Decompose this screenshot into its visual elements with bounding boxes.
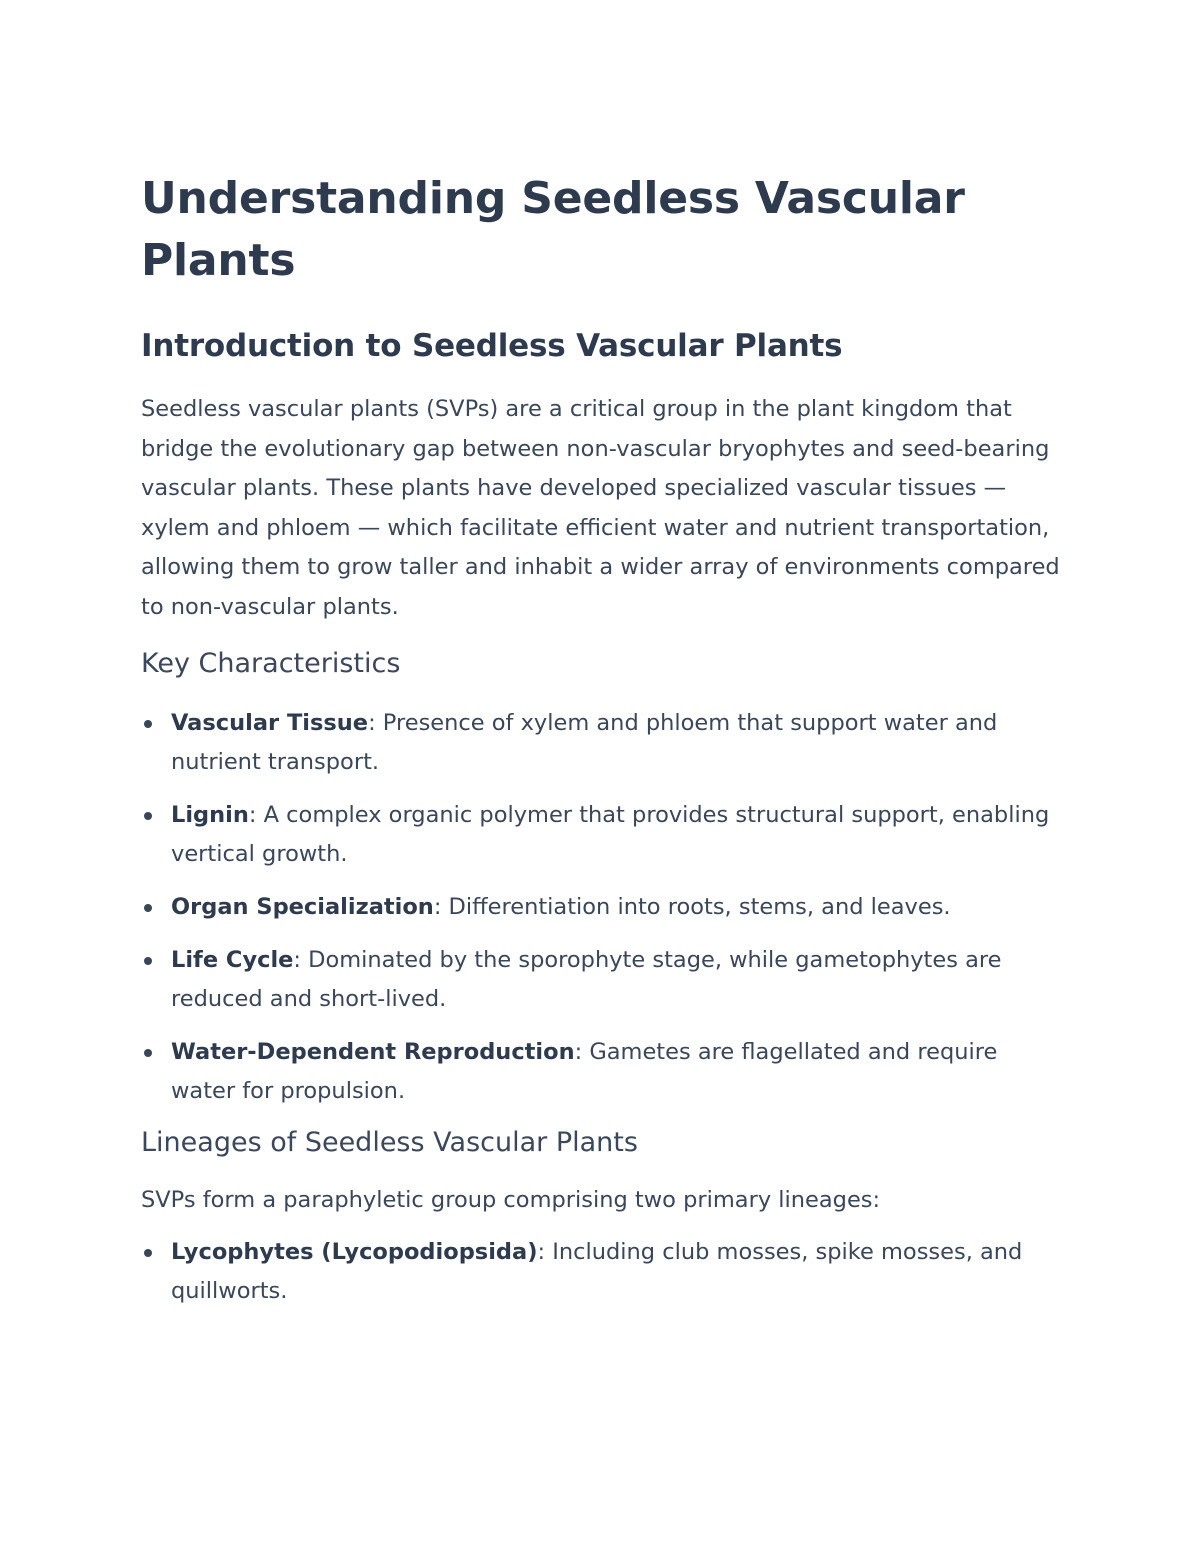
list-item-text: : Presence of xylem and phloem that support water and nutrient transport.	[171, 709, 998, 776]
document-title: Understanding Seedless Vascular Plants	[141, 173, 965, 286]
list-item-term: Water-Dependent Reproduction	[171, 1038, 575, 1065]
bullet-icon	[144, 1049, 152, 1057]
key-characteristics-heading: Key Characteristics	[141, 647, 401, 679]
list-item	[141, 1233, 1066, 1312]
list-item-text: : Dominated by the sporophyte stage, while gametophytes are reduced and short-lived.	[171, 946, 1002, 1013]
bullet-icon	[144, 1249, 152, 1257]
list-item-term: Lignin	[171, 801, 249, 828]
key-characteristics-list	[141, 704, 1066, 1112]
intro-paragraph: Seedless vascular plants (SVPs) are a critical group in the plant kingdom that bridge the evolutionary gap between non-vascular bryophytes and seed-bearing vascular plants. These plants have developed specialized vascular tissues — xylem and phloem — which facilitate efficient water and nutrient transportation, allowing them to grow taller and inhabit a wider array of environments compared to non-vascular plants.	[141, 396, 1060, 620]
list-item-text: : Differentiation into roots, stems, and leaves.	[433, 893, 951, 920]
bullet-icon	[144, 957, 152, 965]
lineages-heading: Lineages of Seedless Vascular Plants	[141, 1126, 638, 1158]
list-item-text: : Gametes are flagellated and require water for propulsion.	[171, 1038, 998, 1105]
bullet-icon	[144, 904, 152, 912]
list-item-text: : A complex organic polymer that provides structural support, enabling vertical growth.	[171, 801, 1050, 868]
list-item-term: Life Cycle	[171, 946, 294, 973]
list-item	[141, 704, 1066, 783]
list-item	[141, 1033, 1066, 1112]
bullet-icon	[144, 720, 152, 728]
list-item-text: : Including club mosses, spike mosses, and quillworts.	[171, 1238, 1023, 1305]
list-item	[141, 941, 1066, 1020]
document-page	[141, 168, 1066, 1325]
list-item-term: Organ Specialization	[171, 893, 434, 920]
lineages-list	[141, 1233, 1066, 1312]
lineages-intro-paragraph: SVPs form a paraphyletic group comprising two primary lineages:	[141, 1186, 881, 1213]
list-item-term: Vascular Tissue	[171, 709, 369, 736]
bullet-icon	[144, 812, 152, 820]
list-item	[141, 796, 1066, 875]
intro-heading: Introduction to Seedless Vascular Plants	[141, 328, 843, 364]
list-item	[141, 888, 1066, 928]
list-item-term: Lycophytes (Lycopodiopsida)	[171, 1238, 538, 1265]
